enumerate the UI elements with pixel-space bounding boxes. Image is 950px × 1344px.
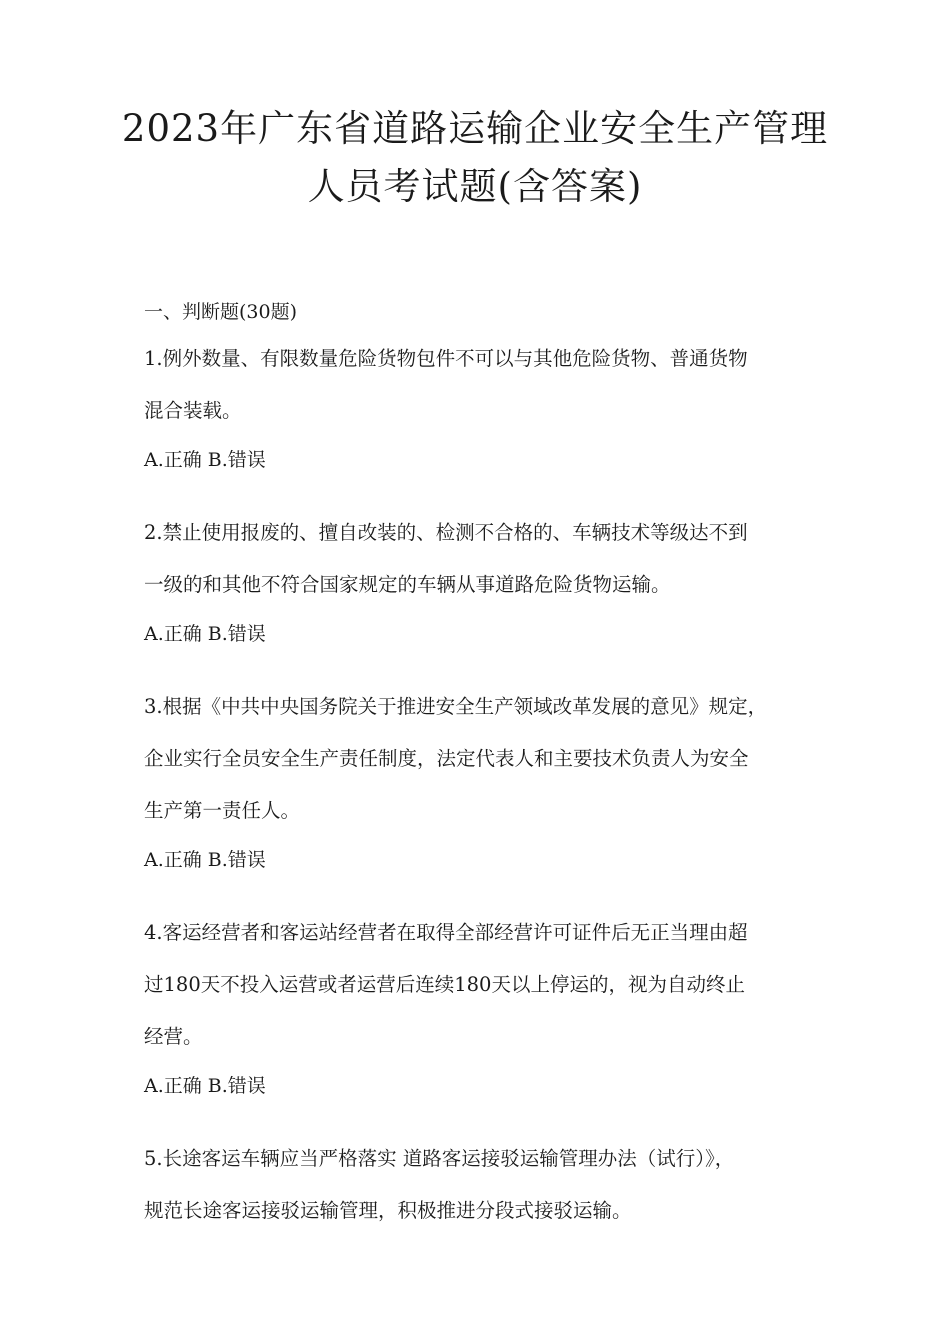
question-line: 4.客运经营者和客运站经营者在取得全部经营许可证件后无正当理由超 — [144, 921, 748, 944]
question-line: 企业实行全员安全生产责任制度，法定代表人和主要技术负责人为安全 — [144, 747, 749, 770]
question-line: 经营。 — [144, 1025, 203, 1048]
answer-options: A.正确 B.错误 — [144, 623, 266, 645]
question-text — [144, 907, 814, 1063]
question-line: 过180天不投入运营或者运营后连续180天以上停运的，视为自动终止 — [144, 973, 745, 996]
answer-options: A.正确 B.错误 — [144, 1075, 266, 1097]
title-line-1: 2023年广东省道路运输企业安全生产管理 — [121, 107, 829, 150]
question-line: 规范长途客运接驳运输管理，积极推进分段式接驳运输。 — [144, 1199, 632, 1222]
question-line: 2.禁止使用报废的、擅自改装的、检测不合格的、车辆技术等级达不到 — [144, 521, 748, 544]
question-5 — [144, 1133, 814, 1237]
title-line-2: 人员考试题(含答案) — [307, 165, 643, 208]
question-line: 混合装载。 — [144, 399, 242, 422]
document-body — [144, 292, 814, 1237]
question-line: 5.长途客运车辆应当严格落实 道路客运接驳运输管理办法（试行）》， — [144, 1147, 735, 1170]
answer-options: A.正确 B.错误 — [144, 449, 266, 471]
question-text — [144, 681, 814, 837]
question-line: 1.例外数量、有限数量危险货物包件不可以与其他危险货物、普通货物 — [144, 347, 748, 370]
question-text — [144, 1133, 814, 1237]
question-line: 一级的和其他不符合国家规定的车辆从事道路危险货物运输。 — [144, 573, 671, 596]
section-heading: 一、判断题(30题) — [144, 301, 298, 323]
question-2 — [144, 507, 814, 657]
question-4 — [144, 907, 814, 1109]
question-line: 3.根据《中共中央国务院关于推进安全生产领域改革发展的意见》规定， — [144, 695, 768, 718]
document-title — [100, 100, 850, 216]
question-3 — [144, 681, 814, 883]
question-text — [144, 333, 814, 437]
question-line: 生产第一责任人。 — [144, 799, 301, 822]
question-1 — [144, 333, 814, 483]
question-text — [144, 507, 814, 611]
answer-options: A.正确 B.错误 — [144, 849, 266, 871]
